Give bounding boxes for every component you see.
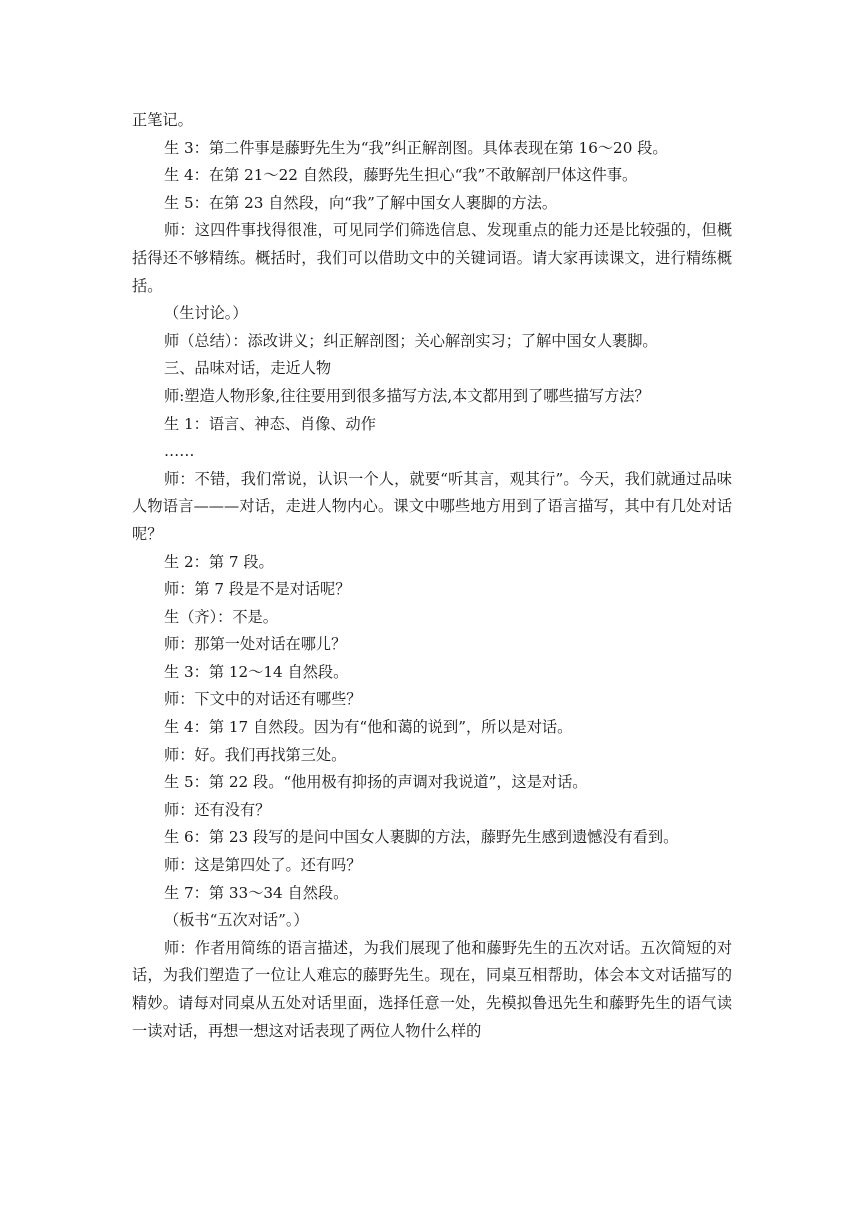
- paragraph-7: 三、品味对话，走近人物: [164, 359, 332, 378]
- paragraph-9: 生 1：语言、神态、肖像、动作: [164, 414, 376, 433]
- paragraph-13: 师：第 7 段是不是对话呢？: [164, 580, 351, 599]
- paragraph-24: 生 7：第 33～34 自然段。: [164, 883, 349, 902]
- paragraph-22: 生 6：第 23 段写的是问中国女人裹脚的方法，藤野先生感到遗憾没有看到。: [164, 828, 679, 847]
- paragraph-14: 生（齐）：不是。: [164, 607, 278, 626]
- paragraph-3: 生 5：在第 23 自然段，向“我”了解中国女人裹脚的方法。: [164, 193, 558, 212]
- paragraph-17: 师：下文中的对话还有哪些？: [164, 690, 362, 709]
- paragraph-21: 师：还有没有？: [164, 800, 271, 819]
- paragraph-20: 生 5：第 22 段。“他用极有抑扬的声调对我说道”，这是对话。: [164, 773, 588, 792]
- document-body: [132, 107, 732, 1045]
- paragraph-19: 师：好。我们再找第三处。: [164, 745, 347, 764]
- paragraph-15: 师：那第一处对话在哪儿？: [164, 635, 347, 654]
- paragraph-6: 师（总结）：添改讲义；纠正解剖图；关心解剖实习；了解中国女人裹脚。: [164, 331, 658, 350]
- paragraph-4: 师：这四件事找得很准，可见同学们筛选信息、发现重点的能力还是比较强的，但概括得还不够精练。概括时，我们可以借助文中的关键词语。请大家再读课文，进行精练概括。: [132, 221, 732, 295]
- paragraph-23: 师：这是第四处了。还有吗？: [164, 856, 362, 875]
- paragraph-8: 师:塑造人物形象,往往要用到很多描写方法,本文都用到了哪些描写方法？: [164, 386, 650, 405]
- paragraph-26: 师：作者用简练的语言描述，为我们展现了他和藤野先生的五次对话。五次简短的对话，为我们塑造了一位让人难忘的藤野先生。现在，同桌互相帮助，体会本文对话描写的精妙。请每对同桌从五处对话里面，选择任意一处，先模拟鲁迅先生和藤野先生的语气读一读对话，再想一想这对话表现了两位人物什么样的: [132, 938, 732, 1040]
- paragraph-18: 生 4：第 17 自然段。因为有“他和蔼的说到”，所以是对话。: [164, 718, 573, 737]
- paragraph-16: 生 3：第 12～14 自然段。: [164, 662, 349, 681]
- paragraph-5: （生讨论。）: [164, 304, 248, 323]
- paragraph-10: ……: [164, 442, 195, 461]
- paragraph-0: 正笔记。: [132, 111, 193, 129]
- paragraph-11: 师：不错，我们常说，认识一个人，就要“听其言，观其行”。今天，我们就通过品味人物语言———对话，走进人物内心。课文中哪些地方用到了语言描写，其中有几处对话呢？: [132, 469, 732, 543]
- paragraph-2: 生 4：在第 21～22 自然段，藤野先生担心“我”不敢解剖尸体这件事。: [164, 166, 638, 185]
- paragraph-12: 生 2：第 7 段。: [164, 552, 274, 571]
- paragraph-25: （板书“五次对话”。）: [164, 911, 309, 930]
- paragraph-1: 生 3：第二件事是藤野先生为“我”纠正解剖图。具体表现在第 16～20 段。: [164, 138, 668, 157]
